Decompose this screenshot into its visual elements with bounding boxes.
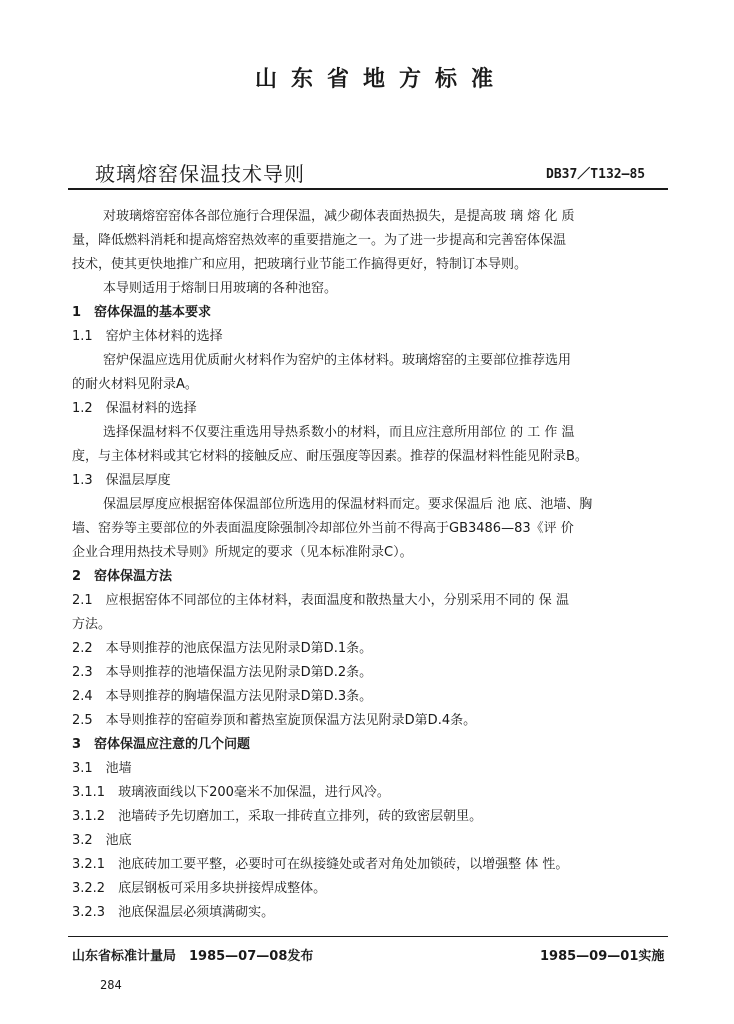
section-3-2-3: 3.2.3 池底保温层必须填满砌实。 (72, 905, 275, 920)
section-1-3-line-1: 保温层厚度应根据窑体保温部位所选用的保温材料而定。要求保温后 池 底、池墙、胸 (103, 497, 593, 512)
section-3-1-heading: 3.1 池墙 (72, 761, 132, 776)
section-1-3-line-2: 墙、窑券等主要部位的外表面温度除强制冷却部位外当前不得高于GB3486—83《评 价 (72, 521, 574, 536)
intro-line-2: 量，降低燃料消耗和提高熔窑热效率的重要措施之一。为了进一步提高和完善窑体保温 (72, 233, 567, 248)
section-3-2-2: 3.2.2 底层钢板可采用多块拼接焊成整体。 (72, 881, 327, 896)
effective-date: 1985—09—01实施 (540, 949, 665, 964)
header-divider (68, 188, 668, 190)
section-3-1-2: 3.1.2 池墙砖予先切磨加工，采取一排砖直立排列，砖的致密层朝里。 (72, 809, 483, 824)
intro-line-3: 技术，使其更快地推广和应用，把玻璃行业节能工作搞得更好，特制订本导则。 (72, 257, 528, 272)
section-1-2-line-1: 选择保温材料不仅要注重选用导热系数小的材料，而且应注意所用部位 的 工 作 温 (103, 425, 575, 440)
footer-divider (68, 936, 668, 937)
standard-code: DB37／T132—85 (546, 167, 646, 182)
section-3-1-1: 3.1.1 玻璃液面线以下200毫米不加保温，进行风冷。 (72, 785, 390, 800)
section-1-1-heading: 1.1 窑炉主体材料的选择 (72, 329, 223, 344)
section-2-3: 2.3 本导则推荐的池墙保温方法见附录D第D.2条。 (72, 665, 373, 680)
section-1-3-heading: 1.3 保温层厚度 (72, 473, 171, 488)
section-3-2-heading: 3.2 池底 (72, 833, 132, 848)
section-1-3-line-3: 企业合理用热技术导则》所规定的要求（见本标准附录C）。 (72, 545, 413, 560)
section-2-1-line-1: 2.1 应根据窑体不同部位的主体材料，表面温度和散热量大小，分别采用不同的 保 温 (72, 593, 569, 608)
page-number: 284 (100, 978, 122, 992)
section-1-heading: 1 窑体保温的基本要求 (72, 305, 212, 320)
section-2-5: 2.5 本导则推荐的窑碹券顶和蓄热室旋顶保温方法见附录D第D.4条。 (72, 713, 477, 728)
section-2-4: 2.4 本导则推荐的胸墙保温方法见附录D第D.3条。 (72, 689, 373, 704)
section-3-heading: 3 窑体保温应注意的几个问题 (72, 737, 251, 752)
section-1-1-line-2: 的耐火材料见附录A。 (72, 377, 198, 392)
intro-line-1: 对玻璃熔窑窑体各部位施行合理保温，减少砌体表面热损失，是提高玻 璃 熔 化 质 (103, 209, 575, 224)
scope-line: 本导则适用于熔制日用玻璃的各种池窑。 (103, 281, 338, 296)
section-1-1-line-1: 窑炉保温应选用优质耐火材料作为窑炉的主体材料。玻璃熔窑的主要部位推荐选用 (103, 353, 572, 368)
section-1-2-line-2: 度，与主体材料或其它材料的接触反应、耐压强度等因素。推荐的保温材料性能见附录B。 (72, 449, 588, 464)
section-2-2: 2.2 本导则推荐的池底保温方法见附录D第D.1条。 (72, 641, 373, 656)
section-3-2-1: 3.2.1 池底砖加工要平整，必要时可在纵接缝处或者对角处加锁砖，以增强整 体 性。 (72, 857, 569, 872)
standard-org-heading: 山东省地方标准 (254, 67, 507, 92)
document-title: 玻璃熔窑保温技术导则 (95, 162, 305, 186)
section-1-2-heading: 1.2 保温材料的选择 (72, 401, 197, 416)
section-2-1-line-2: 方法。 (72, 617, 112, 632)
section-2-heading: 2 窑体保温方法 (72, 569, 173, 584)
issue-info: 山东省标准计量局 1985—07—08发布 (72, 949, 314, 964)
